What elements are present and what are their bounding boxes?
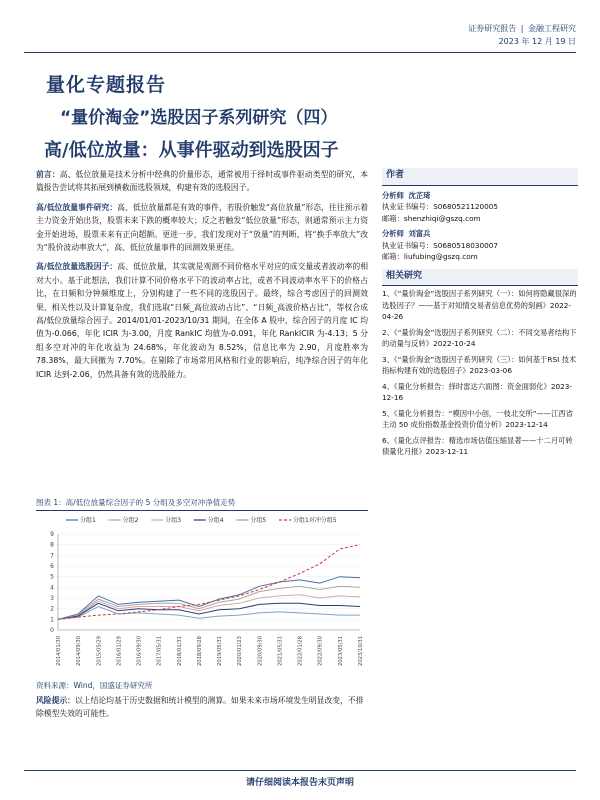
y-tick-label: 4 (50, 584, 54, 592)
summary-column (36, 168, 368, 387)
header-dept: 金融工程研究 (528, 24, 576, 33)
related-item[interactable]: 6、《量化点评报告：精选市场估值压缩显著——十二月可转债量化月报》2023-12-11 (382, 435, 573, 456)
author-name: 刘富兵 (408, 229, 431, 238)
header-category: 证券研究报告 (468, 24, 517, 33)
x-tick-label: 2018/09/28 (196, 636, 203, 666)
x-tick-label: 2014/09/30 (76, 636, 83, 666)
sidebar (382, 168, 578, 462)
risk-label: 风险提示： (36, 696, 75, 705)
figure-source: 资料来源：Wind，国盛证券研究所 (36, 681, 153, 690)
legend-label: 分组1 (80, 517, 96, 524)
factor-text: 高、低位放量，其实就是观测不同价格水平对应的成交量或者波动率的相对大小。基于此想法，我们计算不同价格水平下的波动率占比，或者不同波动率水平下的价格占比，在日频和分钟频维度上，分别构建了一些不同的选股因子。最终，综合考虑因子的回测效果、相关性以及计算复杂度，我们选取“日频_高位波动占比”、“日频_高波价格占比”，等权合成高/低位放量综合因子。2014/01/01-2023/10/31 期间，在全体 A 股中，综合因子的月度 IC 均值为-0.066，年化 ICIR 为-3.00，月度 RankIC 均值为-0.091，年化 RankICIR 为-4.13；5 分组多空对冲的年化收益为 24.68%，年化波动为 8.52%，信息比率为 2.90，月度胜率为 78.38%，最大回撤为 7.70%。在剔除了市场常用风格和行业的影响后，纯净综合因子的年化 ICIR 达到-2.06，仍然具备有效的选股能力。 (36, 262, 368, 379)
x-tick-label: 2016/01/29 (116, 636, 123, 666)
legend-label: 分组3 (165, 517, 182, 524)
legend-label: 分组5 (250, 517, 267, 524)
factor-label: 高/低位放量选股因子： (36, 262, 118, 272)
y-tick-label: 8 (50, 541, 54, 549)
related-item[interactable]: 4、《量化分析报告：择时雷达六面图：资金面弱化》2023-12-16 (382, 381, 573, 402)
event-text: 高、低位放量都是有效的事件，若股价触发“高位放量”形态，往往预示着主力资金开始出货，股票未来下跌的概率较大；反之若触发“低位放量”形态，则通常预示主力资金开始进场，股票未来有正向超额。更进一步，我们发现对于“放量”的判断，将“换手率放大”改为“股价波动率放大”，高、低位放量事件的回测效果更佳。 (36, 202, 368, 253)
related-item[interactable]: 2、《“量价淘金”选股因子系列研究（二）：不同交易者结构下的动量与反转》2022-10-24 (382, 327, 577, 348)
figure-caption: 图表 1：高/低位放量综合因子的 5 分组及多空对冲净值走势 (36, 497, 368, 511)
report-header (466, 22, 576, 48)
y-tick-label: 9 (50, 531, 54, 538)
x-tick-label: 2022/01/28 (297, 636, 304, 666)
y-tick-label: 3 (50, 595, 54, 602)
y-tick-label: 7 (50, 552, 54, 560)
header-date: 2023 年 12 月 19 日 (498, 37, 576, 46)
author-role: 分析师 (382, 229, 404, 238)
x-tick-label: 2015/05/29 (96, 636, 103, 666)
x-tick-label: 2018/01/31 (176, 636, 183, 666)
author-email[interactable]: 邮箱：shenzhiqi@gszq.com (382, 213, 481, 223)
author-1 (382, 190, 578, 225)
author-cert: 执业证书编号：S0680521120005 (382, 202, 499, 211)
x-tick-label: 2014/01/30 (56, 636, 62, 666)
factor-paragraph (36, 260, 368, 381)
x-tick-label: 2016/09/30 (136, 636, 143, 666)
x-tick-label: 2017/05/31 (156, 636, 163, 666)
related-item[interactable]: 1、《“量价淘金”选股因子系列研究（一）：如何将隐藏很深的选股因子？——基于对知情交易者信息优势的刻画》2022-04-26 (382, 289, 577, 321)
event-label: 高/低位放量事件研究： (36, 202, 118, 212)
intro-text: 高、低位放量是技术分析中经典的价量形态，通常被用于择时或事件驱动类型的研究，本篇报告尝试将其拓展到横截面选股领域，构建有效的选股因子。 (36, 170, 369, 193)
header-divider: | (520, 24, 524, 33)
intro-paragraph (36, 168, 368, 195)
event-paragraph (36, 201, 368, 255)
x-tick-label: 2020/09/30 (257, 636, 264, 666)
y-tick-label: 2 (50, 605, 54, 613)
series-title: “量价淘金”选股因子系列研究（四） (60, 108, 338, 128)
author-email[interactable]: 邮箱：liufubing@gszq.com (382, 252, 478, 261)
y-tick-label: 1 (50, 616, 54, 624)
related-heading: 相关研究 (382, 269, 578, 287)
headline: 高/低位放量：从事件驱动到选股因子 (44, 140, 339, 161)
risk-paragraph (36, 690, 368, 720)
risk-text: 以上结论均基于历史数据和统计模型的测算。如果未来市场环境发生明显改变，不排除模型失效的可能性。 (36, 696, 364, 718)
authors-heading: 作者 (382, 168, 578, 186)
x-tick-label: 2019/05/31 (217, 636, 224, 666)
legend-label: 分组2 (122, 517, 139, 524)
footer-disclaimer: 请仔细阅读本报告末页声明 (245, 778, 354, 788)
intro-label: 前言： (36, 170, 60, 179)
y-tick-label: 5 (50, 573, 54, 581)
report-type: 量化专题报告 (46, 74, 167, 96)
related-item[interactable]: 3、《“量价淘金”选股因子系列研究（三）：如何基于RSI 技术指标构建有效的选股因子》2023-03-06 (382, 354, 577, 375)
x-tick-label: 2021/05/31 (277, 636, 284, 666)
y-tick-label: 6 (50, 563, 54, 570)
nav-line-chart (36, 512, 368, 677)
x-tick-label: 2023/10/31 (358, 636, 364, 666)
related-list (382, 288, 578, 458)
legend-label: 分组1对冲分组5 (293, 517, 337, 524)
author-name: 沈芷琦 (408, 190, 431, 200)
x-tick-label: 2020/01/23 (237, 636, 244, 666)
author-2 (382, 228, 578, 263)
y-tick-label: 0 (50, 627, 54, 634)
author-cert: 执业证书编号：S0680518030007 (382, 240, 499, 250)
footer-rule (24, 770, 576, 771)
header-rule (24, 52, 576, 53)
related-item[interactable]: 5、《量化分析报告：“模因中小创，一枝北交所”——江西省主动 50 成份指数基金投资价值分析》2023-12-14 (382, 408, 573, 429)
x-tick-label: 2023/05/31 (337, 636, 344, 666)
legend-label: 分组4 (207, 517, 224, 524)
x-tick-label: 2022/09/30 (317, 636, 324, 666)
author-role: 分析师 (382, 190, 404, 200)
